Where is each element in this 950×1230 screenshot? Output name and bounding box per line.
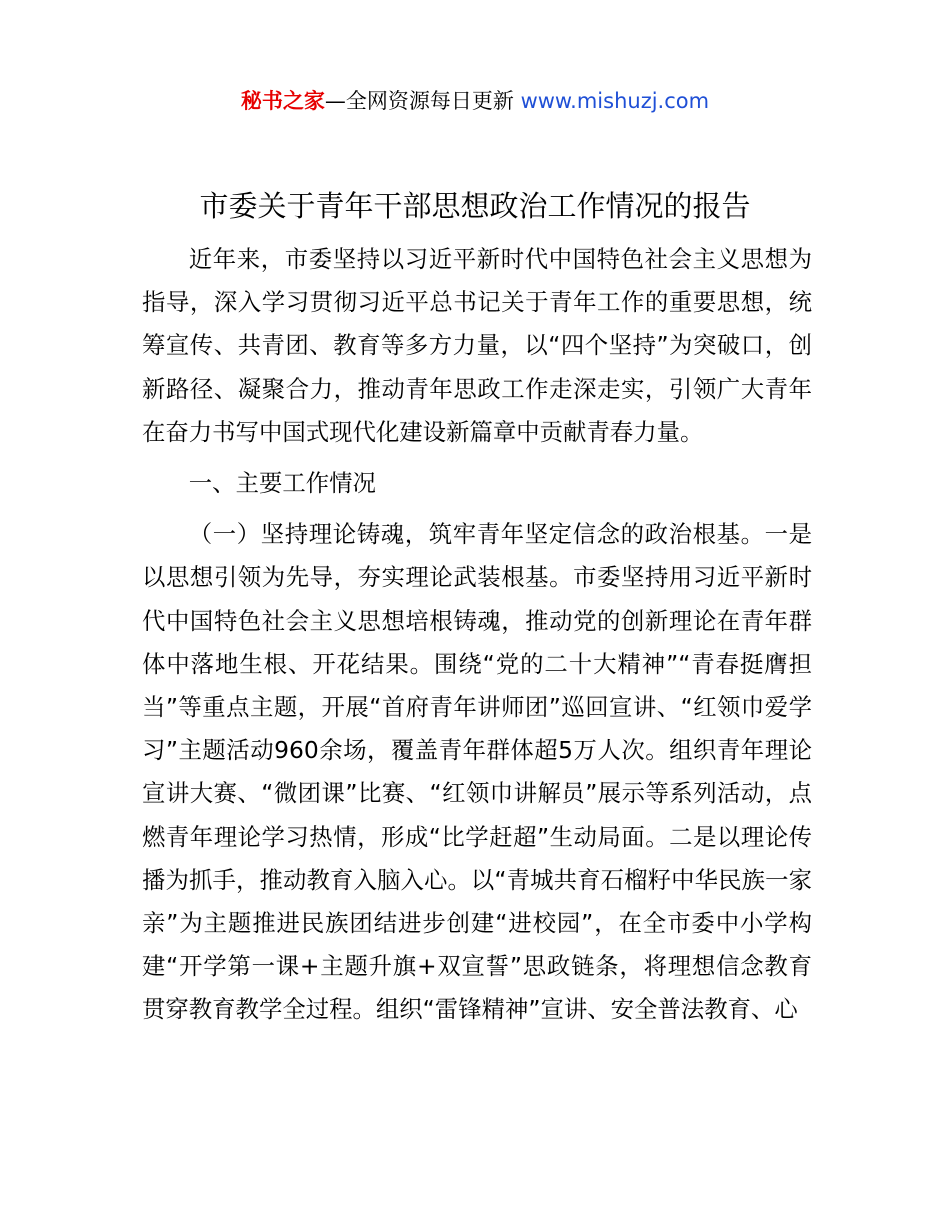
intro-paragraph: 近年来，市委坚持以习近平新时代中国特色社会主义思想为指导，深入学习贯彻习近平总书记关于青年工作的重要思想，统筹宣传、共青团、教育等多方力量，以“四个坚持”为突破口，创新路径、凝聚合力，推动青年思政工作走深走实，引领广大青年在奋力书写中国式现代化建设新篇章中贡献青春力量。: [142, 245, 812, 446]
site-url-link[interactable]: www.mishuzj.com: [520, 89, 710, 113]
document-title: 市委关于青年干部思想政治工作情况的报告: [199, 189, 751, 223]
site-brand: 秘书之家: [240, 89, 325, 113]
section-heading: 一、主要工作情况: [188, 469, 376, 498]
site-header: [0, 84, 950, 118]
document-body: [142, 238, 812, 1032]
section-paragraph: （一）坚持理论铸魂，筑牢青年坚定信念的政治根基。一是以思想引领为先导，夯实理论武装根基。市委坚持用习近平新时代中国特色社会主义思想培根铸魂，推动党的创新理论在青年群体中落地生根、开花结果。围绕“党的二十大精神”“青春挺膺担当”等重点主题，开展“首府青年讲师团”巡回宣讲、“红领巾爱学习”主题活动960余场，覆盖青年群体超5万人次。组织青年理论宣讲大赛、“微团课”比赛、“红领巾讲解员”展示等系列活动，点燃青年理论学习热情，形成“比学赶超”生动局面。二是以理论传播为抓手，推动教育入脑入心。以“青城共育石榴籽中华民族一家亲”为主题推进民族团结进步创建“进校园”，在全市委中小学构建“开学第一课+主题升旗+双宣誓”思政链条，将理想信念教育贯穿教育教学全过程。组织“雷锋精神”宣讲、安全普法教育、心: [142, 520, 812, 1024]
site-tagline: —全网资源每日更新: [324, 89, 514, 113]
